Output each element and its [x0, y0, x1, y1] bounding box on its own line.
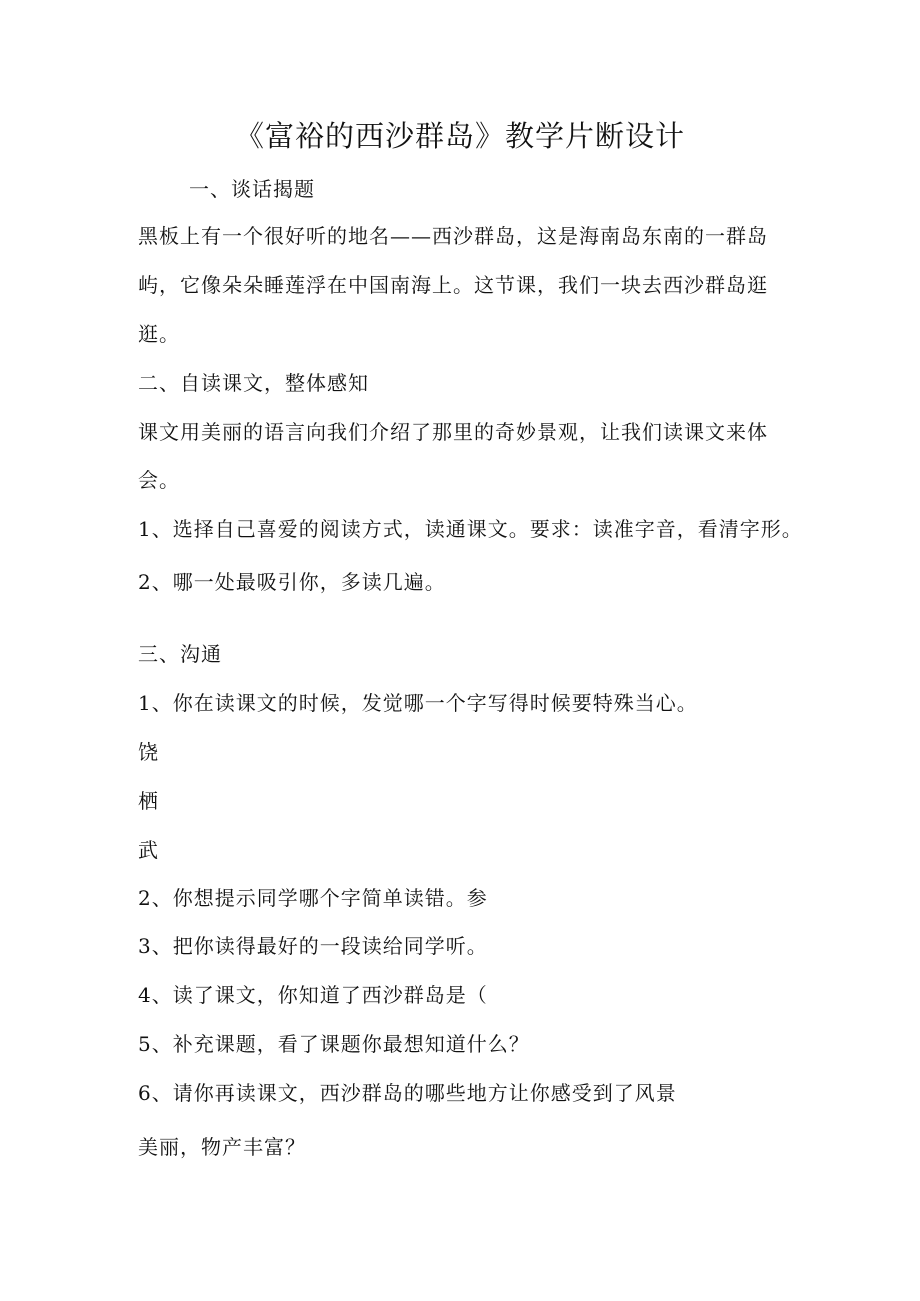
- character-item: 栖: [138, 789, 159, 813]
- list-item: 2、你想提示同学哪个字简单读错。参: [138, 886, 488, 910]
- paragraph-line: 会。: [138, 468, 180, 492]
- list-item: 5、补充课题，看了课题你最想知道什么？: [138, 1032, 530, 1056]
- paragraph-line: 美丽，物产丰富？: [138, 1135, 306, 1159]
- list-item: 1、选择自己喜爱的阅读方式，读通课文。要求：读准字音，看清字形。: [138, 517, 803, 541]
- paragraph-line: 课文用美丽的语言向我们介绍了那里的奇妙景观，让我们读课文来体: [138, 420, 768, 444]
- list-item: 2、哪一处最吸引你，多读几遍。: [138, 570, 446, 594]
- paragraph-line: 逛。: [138, 322, 180, 346]
- character-item: 饶: [138, 740, 159, 764]
- list-item: 4、读了课文，你知道了西沙群岛是（: [138, 983, 488, 1007]
- section-heading-2: 二、自读课文，整体感知: [138, 371, 369, 395]
- section-heading-3: 三、沟通: [138, 642, 222, 666]
- list-item: 1、你在读课文的时候，发觉哪一个字写得时候要特殊当心。: [138, 691, 698, 715]
- character-item: 武: [138, 838, 159, 862]
- list-item: 3、把你读得最好的一段读给同学听。: [138, 934, 488, 958]
- section-heading-1: 一、谈话揭题: [189, 177, 315, 201]
- document-title: 《富裕的西沙群岛》教学片断设计: [234, 119, 685, 153]
- list-item: 6、请你再读课文，西沙群岛的哪些地方让你感受到了风景: [138, 1081, 677, 1105]
- paragraph-line: 黑板上有一个很好听的地名——西沙群岛，这是海南岛东南的一群岛: [138, 224, 768, 248]
- paragraph-line: 屿，它像朵朵睡莲浮在中国南海上。这节课，我们一块去西沙群岛逛: [138, 273, 768, 297]
